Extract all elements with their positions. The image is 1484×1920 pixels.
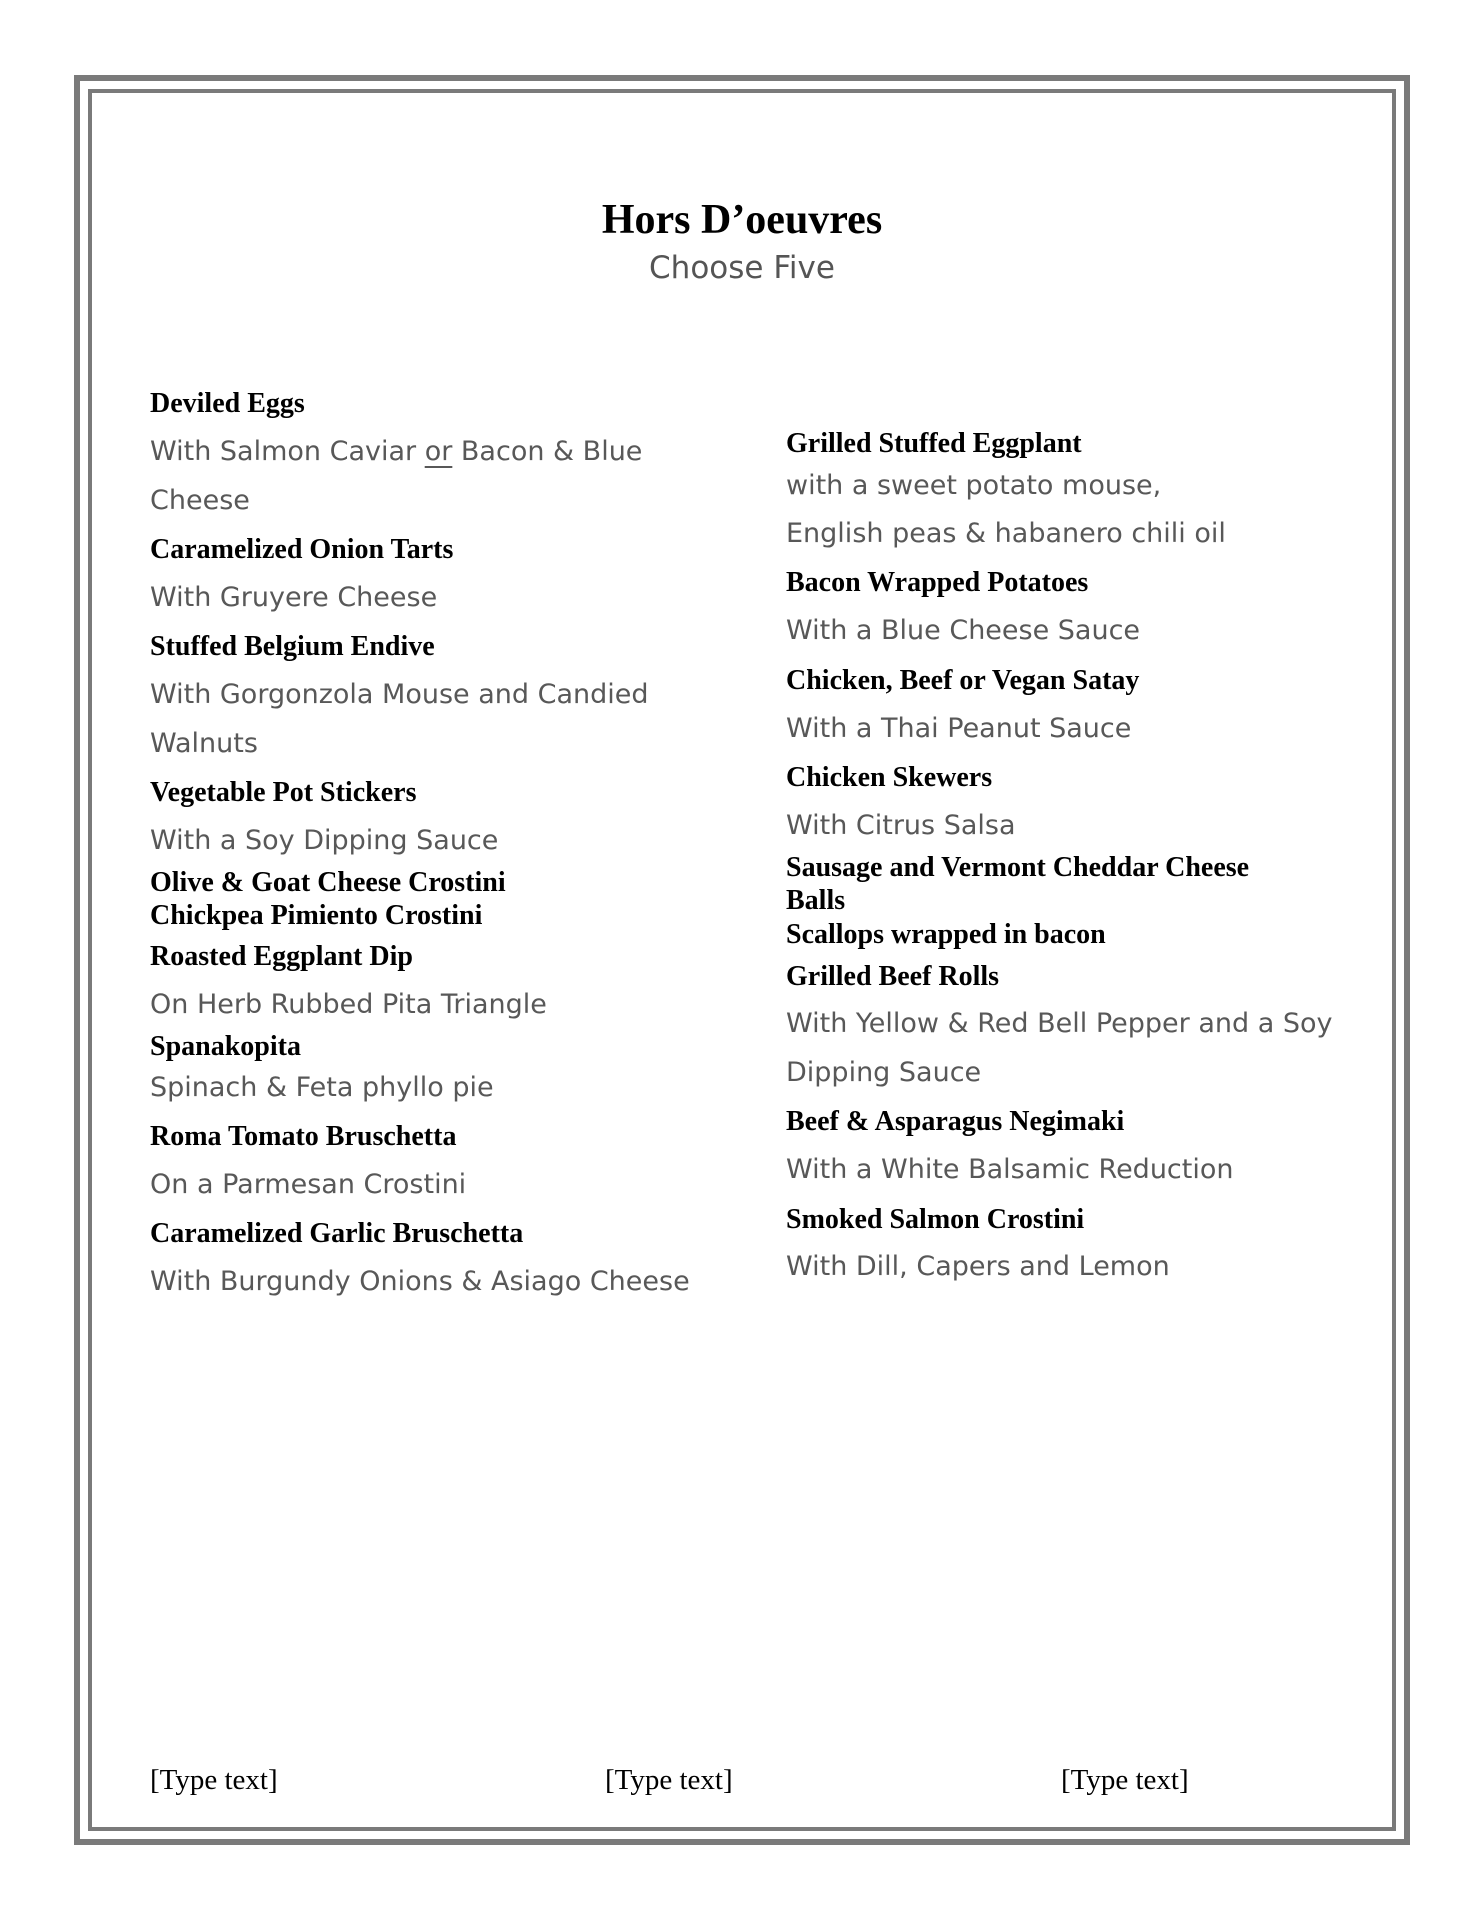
item-desc-salmon-crostini: With Dill, Capers and Lemon (786, 1251, 1170, 1282)
item-name-deviled-eggs: Deviled Eggs (150, 388, 305, 419)
footer-center-text[interactable]: [Type text] (605, 1764, 733, 1796)
item-name-pot-stickers: Vegetable Pot Stickers (150, 777, 417, 808)
item-name-chicken-skewers: Chicken Skewers (786, 762, 993, 793)
item-desc-eggplant-dip: On Herb Rubbed Pita Triangle (150, 989, 547, 1020)
item-desc-garlic-bruschetta: With Burgundy Onions & Asiago Cheese (150, 1266, 690, 1297)
item-desc-bacon-potatoes: With a Blue Cheese Sauce (786, 615, 1141, 646)
item-desc-endive-cont: Walnuts (150, 728, 258, 759)
item-name-sausage-balls-cont: Balls (786, 885, 846, 916)
item-desc-roma-bruschetta: On a Parmesan Crostini (150, 1169, 467, 1200)
item-desc-deviled-eggs: With Salmon Caviar or Bacon & Blue (150, 436, 643, 467)
item-name-salmon-crostini: Smoked Salmon Crostini (786, 1204, 1085, 1235)
item-name-sausage-balls: Sausage and Vermont Cheddar Cheese (786, 852, 1250, 883)
item-name-onion-tarts: Caramelized Onion Tarts (150, 534, 454, 565)
item-name-chickpea-crostini: Chickpea Pimiento Crostini (150, 900, 483, 931)
item-desc-beef-rolls-cont: Dipping Sauce (786, 1057, 982, 1088)
item-name-eggplant-dip: Roasted Eggplant Dip (150, 941, 413, 972)
item-name-beef-rolls: Grilled Beef Rolls (786, 961, 1000, 992)
item-name-spanakopita: Spanakopita (150, 1031, 301, 1062)
footer-left-text[interactable]: [Type text] (150, 1764, 278, 1796)
item-name-endive: Stuffed Belgium Endive (150, 631, 435, 662)
item-name-grilled-eggplant: Grilled Stuffed Eggplant (786, 428, 1082, 459)
item-desc-satay: With a Thai Peanut Sauce (786, 713, 1132, 744)
item-desc-chicken-skewers: With Citrus Salsa (786, 810, 1016, 841)
item-desc-pot-stickers: With a Soy Dipping Sauce (150, 825, 499, 856)
footer-right-text[interactable]: [Type text] (1061, 1764, 1189, 1796)
item-desc-beef-rolls: With Yellow & Red Bell Pepper and a Soy (786, 1008, 1333, 1039)
page-title: Hors D’oeuvres (601, 197, 883, 243)
item-name-garlic-bruschetta: Caramelized Garlic Bruschetta (150, 1218, 524, 1249)
page-subtitle: Choose Five (649, 250, 835, 286)
item-desc-endive: With Gorgonzola Mouse and Candied (150, 679, 649, 710)
item-name-scallops: Scallops wrapped in bacon (786, 919, 1106, 950)
item-name-negimaki: Beef & Asparagus Negimaki (786, 1106, 1125, 1137)
item-name-bacon-potatoes: Bacon Wrapped Potatoes (786, 567, 1089, 598)
item-desc-spanakopita: Spinach & Feta phyllo pie (150, 1072, 494, 1103)
item-name-olive-crostini: Olive & Goat Cheese Crostini (150, 867, 506, 898)
item-desc-negimaki: With a White Balsamic Reduction (786, 1154, 1234, 1185)
item-desc-onion-tarts: With Gruyere Cheese (150, 582, 438, 613)
item-desc-grilled-eggplant: with a sweet potato mouse, (786, 470, 1162, 501)
item-name-satay: Chicken, Beef or Vegan Satay (786, 665, 1140, 696)
item-desc-grilled-eggplant-cont: English peas & habanero chili oil (786, 518, 1226, 549)
item-name-roma-bruschetta: Roma Tomato Bruschetta (150, 1121, 457, 1152)
item-desc-deviled-eggs-cont: Cheese (150, 485, 250, 516)
